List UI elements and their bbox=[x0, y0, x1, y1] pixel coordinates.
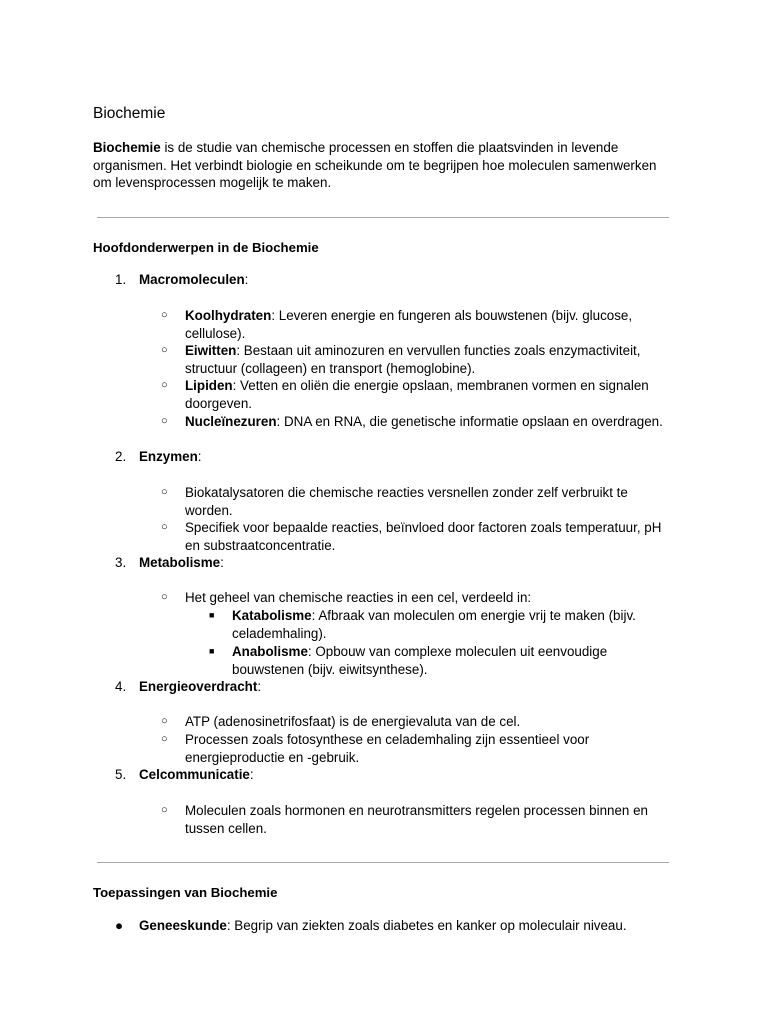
list-label: Enzymen: bbox=[139, 449, 202, 464]
intro-bold-term: Biochemie bbox=[93, 140, 161, 155]
circle-bullet-icon: ○ bbox=[161, 379, 168, 391]
intro-paragraph bbox=[93, 139, 663, 192]
circle-bullet-icon: ○ bbox=[161, 733, 168, 745]
horizontal-rule bbox=[97, 862, 669, 863]
circle-bullet-icon: ○ bbox=[161, 804, 168, 816]
section-heading-topics: Hoofdonderwerpen in de Biochemie bbox=[93, 240, 319, 255]
circle-bullet-icon: ○ bbox=[161, 415, 168, 427]
dot-bullet-icon: ● bbox=[115, 918, 124, 933]
section-heading-applications: Toepassingen van Biochemie bbox=[93, 885, 278, 900]
list-number: 5. bbox=[115, 767, 127, 782]
list-number: 1. bbox=[115, 272, 127, 287]
circle-bullet-icon: ○ bbox=[161, 344, 168, 356]
intro-text: is de studie van chemische processen en stoffen die plaatsvinden in levende organismen. Het verbindt biologie en scheikunde om te begrijpen hoe moleculen samenwerken om levensprocessen mogelijk te maken. bbox=[93, 140, 657, 191]
list-number: 3. bbox=[115, 555, 127, 570]
list-label: Energieoverdracht: bbox=[139, 679, 262, 694]
list-number: 2. bbox=[115, 449, 127, 464]
circle-bullet-icon: ○ bbox=[161, 309, 168, 321]
circle-bullet-icon: ○ bbox=[161, 521, 168, 533]
square-bullet-icon: ■ bbox=[209, 646, 215, 656]
list-number: 4. bbox=[115, 679, 127, 694]
circle-bullet-icon: ○ bbox=[161, 715, 168, 727]
circle-bullet-icon: ○ bbox=[161, 486, 168, 498]
list-label: Celcommunicatie: bbox=[139, 767, 254, 782]
page-title: Biochemie bbox=[93, 105, 166, 122]
horizontal-rule bbox=[97, 217, 669, 218]
circle-bullet-icon: ○ bbox=[161, 591, 168, 603]
list-label: Metabolisme: bbox=[139, 555, 224, 570]
square-bullet-icon: ■ bbox=[209, 610, 215, 620]
list-label: Macromoleculen: bbox=[139, 272, 249, 287]
